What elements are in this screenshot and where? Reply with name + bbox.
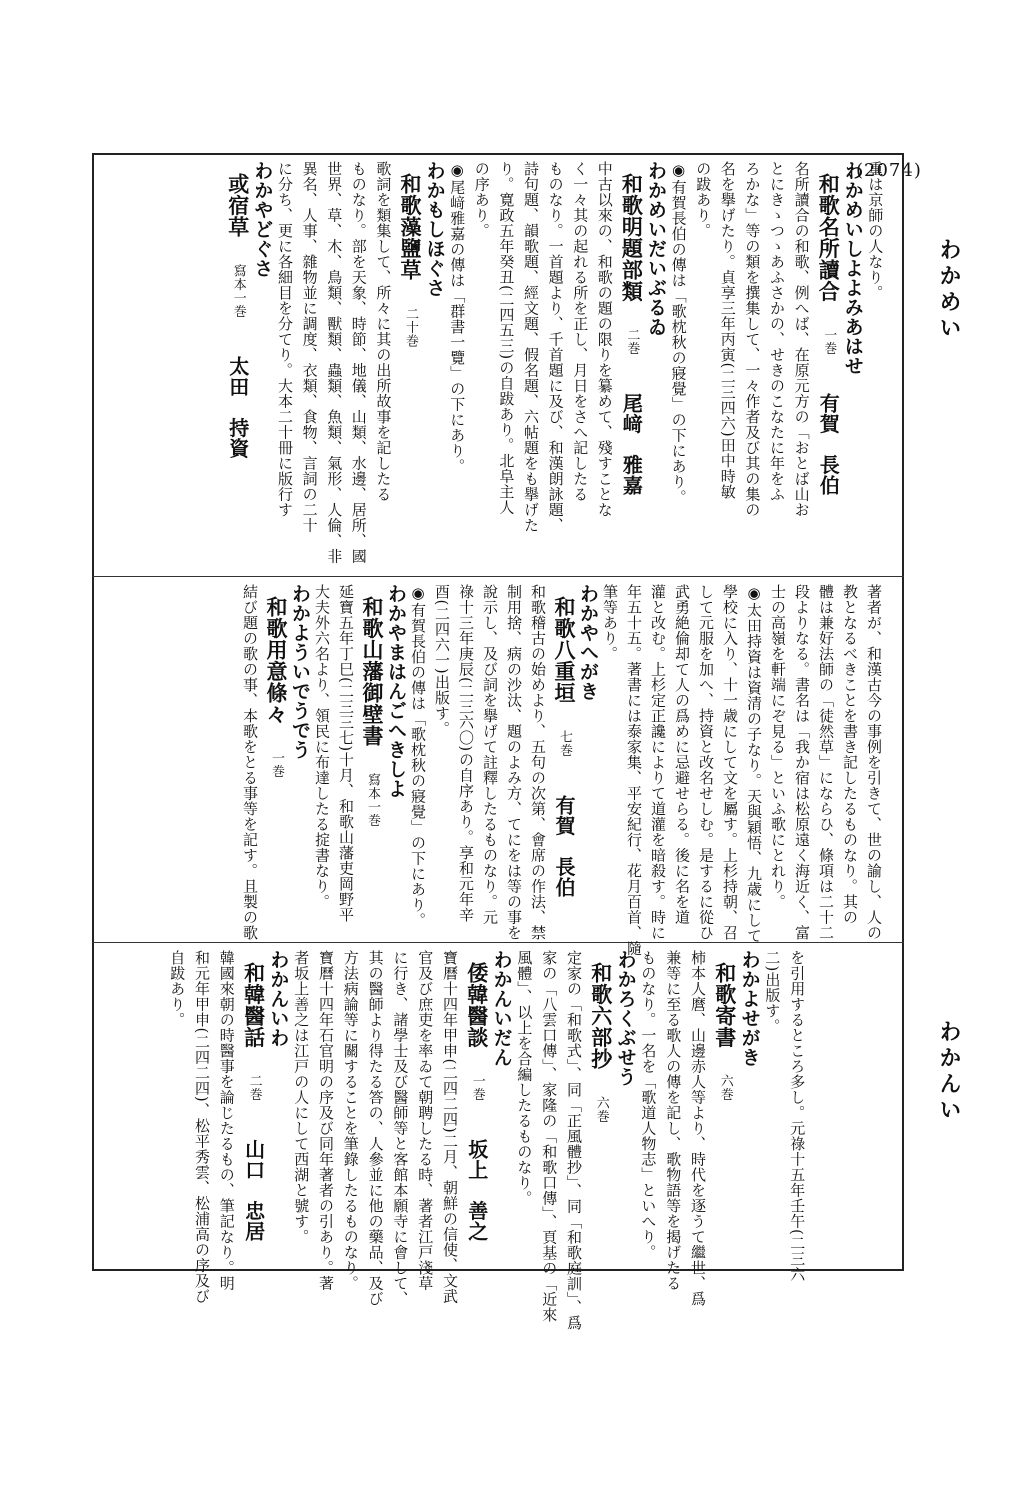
entry-heading: わかよういでうでう bbox=[289, 584, 311, 760]
entry-title-text: 和歌明題部類 bbox=[619, 173, 645, 302]
body-text-column: 異名、人事、雜物並に調度、衣類、食物、言詞の二十 bbox=[300, 161, 319, 533]
body-text-column: の跋あり。 bbox=[694, 161, 713, 239]
body-text-column: 風體」、以上を合編したるものなり。 bbox=[515, 950, 534, 1206]
body-text-column: 名を擧げたり。貞享三年丙寅(二三四六)田中時敏 bbox=[718, 161, 737, 500]
entry-heading: わかんいわ bbox=[267, 950, 290, 1048]
body-text-column: ◉有賀長伯の傳は「歌枕秋の寢覺」の下にあり。 bbox=[669, 161, 688, 505]
entry-title bbox=[619, 173, 645, 496]
body-text-column: り。寛政五年癸丑(二四五三)の自跋あり。北阜主人 bbox=[497, 161, 516, 515]
section-divider bbox=[92, 576, 904, 577]
body-text-column: 延寶五年丁巳(二三三七)十月、和歌山藩吏岡野平 bbox=[337, 584, 355, 923]
body-text-column: して元服を加へ、持資と改名せしむ。是するに從ひ bbox=[697, 584, 715, 941]
entry-volume: 寫本一巻 bbox=[230, 263, 246, 318]
entry-volume: 一巻 bbox=[469, 1074, 485, 1101]
index-marker-wakamei: わかめい bbox=[936, 238, 962, 342]
entry-volume: 一巻 bbox=[269, 751, 284, 778]
entry-heading: わかめいだいぶるゐ bbox=[645, 161, 667, 337]
entry-author: 太田 持資 bbox=[225, 355, 250, 458]
entry-author: 山口 忠居 bbox=[241, 1139, 266, 1242]
page-number: (2074) bbox=[856, 160, 922, 181]
body-text-column: 名所讀合の和歌、例へば、在原元方の「おとば山お bbox=[792, 161, 811, 518]
entry-author: 有賀 長伯 bbox=[552, 794, 576, 897]
body-text-column: 韓國來朝の時醫事を論じたるもの、筆記なり。明 bbox=[217, 950, 236, 1291]
entry-title-text: 和歌寄書 bbox=[712, 962, 738, 1048]
body-text-column: 祿十三年庚辰(二三六〇)の自序あり。享和元年辛 bbox=[457, 584, 475, 923]
body-text-column: 說示し、及び詞を擧げて註釋したるものなり。元 bbox=[481, 584, 499, 925]
body-text-column: 定家の「和歌式」、同「正風體抄」、同「和歌庭訓」、爲 bbox=[565, 950, 583, 1331]
body-text-column: 重は京師の人なり。 bbox=[866, 161, 885, 301]
entry-title-text: 和韓醫話 bbox=[241, 962, 267, 1048]
entry-title-text: 和歌八重垣 bbox=[552, 596, 577, 704]
entry-title bbox=[225, 173, 251, 458]
entry-title-text: 倭韓醫談 bbox=[464, 962, 490, 1048]
body-text-column: 家の「八雲口傳」、家隆の「和歌口傳」、頁基の「近來 bbox=[540, 950, 559, 1323]
body-text-column: に行き、諸學士及び醫師等と客館本願寺に會して、 bbox=[391, 950, 410, 1307]
entry-heading: わかやどぐさ bbox=[251, 161, 274, 278]
body-text-column: ろかな」等の類を撰集して、一々作者及び其の集の bbox=[743, 161, 762, 518]
body-text-column: ものなり。一首題より、千首題に及び、和漢朗詠題、 bbox=[546, 161, 565, 533]
entry-title bbox=[712, 962, 738, 1101]
entry-title-text: 和歌用意條々 bbox=[264, 596, 289, 725]
body-text-column: 自跋あり。 bbox=[168, 950, 187, 1028]
entry-volume: 二巻 bbox=[246, 1074, 262, 1101]
body-text-column: 年五十五。著書には泰家集、平安紀行、花月百首、隨 bbox=[625, 584, 643, 956]
entry-volume: 七巻 bbox=[557, 729, 572, 757]
body-text-column: 著者が、和漢古今の事例を引きて、世の諭し、人の bbox=[865, 584, 883, 941]
body-text-column: 酉(二四六一)出版す。 bbox=[433, 584, 451, 737]
body-text-column: 其の醫師より得たる答の、人參並に他の藥品、及び bbox=[366, 950, 385, 1307]
entry-heading: わかろくぶせう bbox=[614, 950, 637, 1087]
body-text-column: 制用捨、病の沙汰、題のよみ方、てにをは等の事を bbox=[505, 584, 523, 941]
body-text-column: ものなり。部を天象、時節、地儀、山類、水邊、居所、國 bbox=[349, 161, 368, 564]
body-text-column: 士の高嶺を軒端にぞ見る」といふ歌にとれり。 bbox=[769, 584, 787, 910]
body-text-column: 二)出版す。 bbox=[763, 950, 782, 1034]
entry-title bbox=[554, 596, 575, 897]
body-text-column: 教となるべきことを書き記したるものなり。其の bbox=[841, 584, 859, 925]
body-text-column: 歌詞を類集して、所々に其の出所故事を記したる bbox=[374, 161, 393, 502]
body-text-column: 官及び庶吏を率ゐて朝聘したる時、著者江戸淺草 bbox=[416, 950, 435, 1291]
body-text-column: 方法病論等に關することを筆錄したるものなり。 bbox=[341, 950, 360, 1291]
body-text-column: 和歌稽古の始めより、五句の次第、會席の作法、禁 bbox=[529, 584, 547, 941]
entry-author: 尾﨑 雅嘉 bbox=[619, 393, 644, 496]
entry-volume: 二十巻 bbox=[403, 306, 418, 347]
body-text-column: 學校に入り、十一歳にして文を屬す。上杉持朝、召 bbox=[721, 584, 739, 941]
body-text-column: 和元年甲申(二四二四)、松平秀雲、松浦高の序及び bbox=[193, 950, 211, 1304]
body-text-column: ◉太田持資は資清の子なり。天與穎悟、九歳にして bbox=[745, 584, 763, 944]
entry-title bbox=[266, 596, 287, 778]
body-text-column: とにきゝつゝあふさかの、せきのこなたに年をふ bbox=[768, 161, 786, 502]
body-text-column: に分ち、更に各細目を分てり。大本二十冊に版行す bbox=[276, 161, 294, 518]
entry-title bbox=[816, 173, 842, 496]
body-text-column: 段よりなる。書名は「我か宿は松原遠く海近く、富 bbox=[793, 584, 811, 941]
upper-section bbox=[92, 155, 904, 575]
index-marker-wakanni: わかんい bbox=[936, 1020, 962, 1124]
entry-heading: わかもしほぐさ bbox=[423, 161, 446, 298]
entry-title-text: 或宿草 bbox=[225, 173, 251, 238]
entry-title-text: 和歌藻鹽草 bbox=[398, 173, 423, 281]
body-text-column: く一々其の起れる所を正し、月日をさへ記したる bbox=[571, 161, 590, 502]
body-text-column: 寶曆十四年石官明の序及び同年著者の引あり。著 bbox=[317, 950, 335, 1291]
entry-title bbox=[464, 962, 490, 1242]
body-text-column: 大夫外六名より、領民に布達したる掟書なり。 bbox=[313, 584, 331, 910]
entry-title-text: 和歌山藩御壁書 bbox=[360, 596, 385, 747]
entry-author: 有賀 長伯 bbox=[816, 393, 841, 496]
entry-title bbox=[241, 962, 267, 1242]
body-text-column: 結び題の歌の事、本歌をとる事等を記す。且製の歌 bbox=[241, 584, 259, 941]
entry-volume: 六巻 bbox=[717, 1074, 733, 1101]
body-text-column: を引用するところ多し。元祿十五年壬午(二三六 bbox=[788, 950, 807, 1282]
entry-title bbox=[362, 596, 383, 827]
body-text-column: ものなり。一名を「歌道人物志」といへり。 bbox=[639, 950, 658, 1260]
entry-volume: 寫本一巻 bbox=[365, 772, 380, 827]
body-text-column: 寶曆十四年甲申(二四二四)二月、朝鮮の信使、文武 bbox=[441, 950, 459, 1304]
body-text-column: 體は兼好法師の「徒然草」にならひ、條項は二十二 bbox=[817, 584, 835, 941]
entry-heading: わかめいしよよみあはせ bbox=[841, 161, 864, 376]
entry-author: 坂上 善之 bbox=[464, 1139, 489, 1242]
middle-section bbox=[92, 578, 904, 956]
entry-heading: わかやへがき bbox=[577, 584, 599, 701]
entry-volume: 一巻 bbox=[821, 328, 837, 355]
entry-volume: 二巻 bbox=[624, 328, 640, 355]
body-text-column: ◉尾﨑雅嘉の傳は「群書一覽」の下にあり。 bbox=[448, 161, 467, 474]
entry-title-text: 和歌六部抄 bbox=[588, 962, 614, 1070]
entry-heading: わかんいだん bbox=[490, 950, 513, 1067]
entry-heading: わかやまはんごへきしよ bbox=[385, 584, 407, 799]
body-text-column: 灌と改む。上杉定正讒によりて道灌を暗殺す。時に bbox=[649, 584, 667, 941]
section-divider bbox=[92, 942, 904, 943]
body-text-column: 詩句題、韻歌題、經文題、假名題、六帖題をも擧げた bbox=[522, 161, 540, 533]
body-text-column: の序あり。 bbox=[472, 161, 491, 239]
body-text-column: ◉有賀長伯の傳は「歌枕秋の寢覺」の下にあり。 bbox=[409, 584, 427, 928]
body-text-column: 者坂上善之は江戸の人にして西湖と號す。 bbox=[292, 950, 311, 1245]
body-text-column: 柿本人麿、山邊赤人等より、時代を逐うて繼世、爲 bbox=[689, 950, 707, 1307]
entry-title bbox=[588, 962, 614, 1123]
body-text-column: 筆等あり。 bbox=[601, 584, 619, 662]
body-text-column: 武勇絶倫却て人の爲めに忌避せらる。後に名を道 bbox=[673, 584, 691, 925]
lower-section bbox=[92, 944, 904, 1331]
entry-volume: 六巻 bbox=[593, 1095, 609, 1123]
entry-title-text: 和歌名所讀合 bbox=[816, 173, 842, 302]
body-text-column: 兼等に至る歌人の傳を記し、歌物語等を揭げたる bbox=[664, 950, 683, 1291]
body-text-column: 中古以來の、和歌の題の限りを纂めて、殘すことな bbox=[595, 161, 614, 518]
entry-heading: わかよせがき bbox=[738, 950, 761, 1067]
body-text-column: 世界、草、木、鳥類、獸類、蟲類、魚類、氣形、人倫、非 bbox=[325, 161, 344, 564]
entry-title bbox=[400, 173, 421, 347]
